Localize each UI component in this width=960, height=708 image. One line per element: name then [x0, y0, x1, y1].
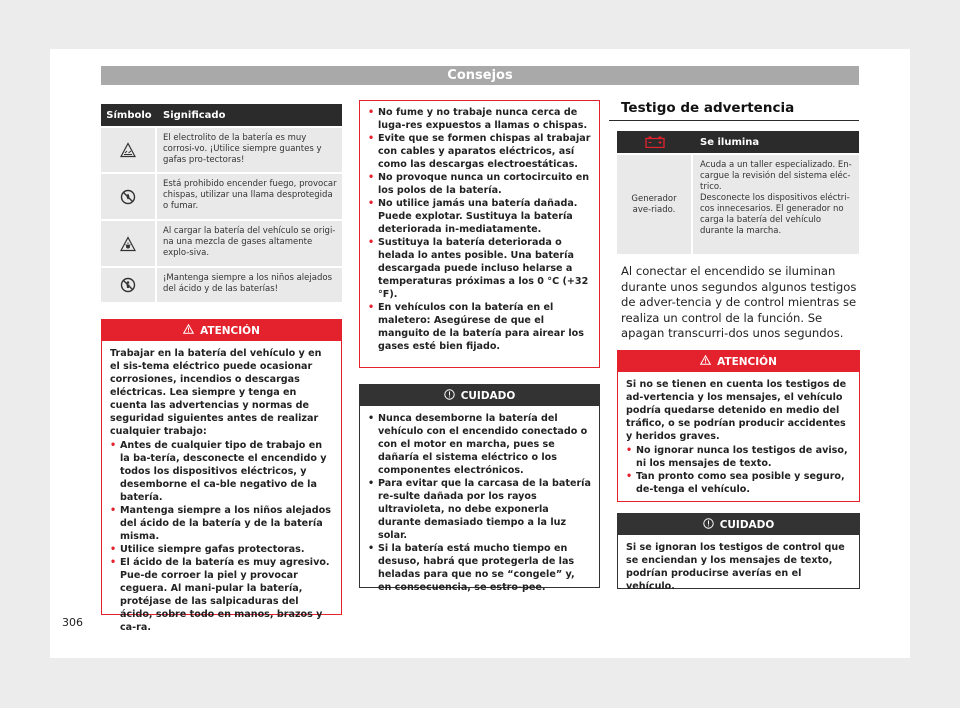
- list-item: • Sustituya la batería deteriorada o helada lo antes posible. Una batería descargada puede incluso helarse a temperaturas próximas a los 0 °C (+32 °F).: [368, 236, 591, 301]
- battery-icon: [617, 136, 693, 148]
- caution-box: [617, 513, 860, 592]
- warning-body: [618, 372, 859, 503]
- symbol-meaning: El electrolito de la batería es muy corrosi-vo. ¡Utilice siempre guantes y gafas pro-tectoras!: [163, 133, 322, 165]
- row-text-1: Acuda a un taller especializado. En-cargue la revisión del sistema eléc-trico.: [700, 160, 852, 192]
- caution-text: Si se ignoran los testigos de control que se enciendan y los mensajes de texto, podrían producirse averías en el vehículo.: [626, 542, 845, 592]
- list-item: • No provoque nunca un cortocircuito en los polos de la batería.: [368, 172, 590, 196]
- caution-body: [360, 406, 599, 601]
- symbol-table-header: [101, 104, 342, 126]
- list-item: • No fume y no trabaje nunca cerca de luga-res expuestos a llamas o chispas.: [368, 106, 591, 132]
- list-item-text: Antes de cualquier tipo de trabajo en la ba-tería, desconecte el encendido y todos los dispositivos eléctricos, y desemborne el ca-ble negativo de la batería.: [120, 440, 327, 503]
- symbol-meaning: Está prohibido encender fuego, provocar chispas, utilizar una llama desprotegida o fumar.: [163, 179, 337, 211]
- info-circle-icon: [703, 518, 714, 532]
- list-item: • Si la batería está mucho tiempo en desuso, habrá que protegerla de las heladas para que no se “congele” y, en consecuencia, se estro-pee.: [368, 542, 591, 594]
- caution-title: CUIDADO: [719, 518, 775, 531]
- list-item-text: Sustituya la batería deteriorada o helada lo antes posible. Una batería descargada puede incluso helarse a temperaturas próximas a los 0 °C (+32 °F).: [378, 237, 589, 300]
- keep-children-away-icon: [101, 268, 157, 302]
- warning-body: [102, 341, 341, 641]
- warning-header: [102, 320, 341, 341]
- body-paragraph: Al conectar el encendido se iluminan durante unos segundos algunos testigos de adver-tencia y de control mientras se realiza un control de la función. Se apagan transcurri-dos unos segundos.: [621, 264, 857, 341]
- page-header: Consejos: [101, 66, 859, 85]
- list-item-text: Mantenga siempre a los niños alejados del ácido de la batería y de la batería misma.: [120, 505, 331, 542]
- list-item: • Para evitar que la carcasa de la batería re-sulte dañada por los rayos ultravioleta, no debe exponerla durante demasiado tiempo a la luz solar.: [368, 478, 591, 541]
- warning-intro: Si no se tienen en cuenta los testigos de ad-vertencia y los mensajes, el vehículo podría quedarse detenido en medio del tráfico, o se podrían producir accidentes y heridos graves.: [626, 379, 847, 442]
- warning-title: ATENCIÓN: [200, 324, 260, 337]
- list-item: • No ignorar nunca los testigos de aviso, ni los mensajes de texto.: [626, 444, 851, 470]
- list-item-text: Para evitar que la carcasa de la batería re-sulte dañada por los rayos ultravioleta, no debe exponerla durante demasiado tiempo a la luz solar.: [378, 478, 591, 541]
- warning-title: ATENCIÓN: [717, 355, 777, 368]
- warning-body: [360, 101, 599, 360]
- caution-body: [618, 535, 859, 601]
- col-symbol: Símbolo: [106, 109, 152, 121]
- row-text-2: Desconecte los dispositivos eléctri-cos innecesarios. El generador no carga la batería del vehículo durante la marcha.: [700, 193, 850, 236]
- list-item-text: No fume y no trabaje nunca cerca de luga-res expuestos a llamas o chispas.: [378, 107, 588, 131]
- list-item-text: Tan pronto como sea posible y seguro, de-tenga el vehículo.: [636, 471, 845, 495]
- list-item-text: No provoque nunca un cortocircuito en los polos de la batería.: [378, 172, 590, 196]
- list-item: • Antes de cualquier tipo de trabajo en la ba-tería, desconecte el encendido y todos los dispositivos eléctricos, y desemborne el ca-ble negativo de la batería.: [110, 439, 333, 504]
- list-item-text: No ignorar nunca los testigos de aviso, ni los mensajes de texto.: [636, 445, 848, 469]
- table-row: [101, 219, 342, 266]
- list-item-text: Si la batería está mucho tiempo en desuso, habrá que protegerla de las heladas para que no se “congele” y, en consecuencia, se estro-pee.: [378, 543, 575, 593]
- info-circle-icon: [444, 389, 455, 403]
- list-item-text: Nunca desemborne la batería del vehículo con el encendido conectado o con el motor en marcha, pues se dañaría el sistema eléctrico o los componentes electrónicos.: [378, 413, 588, 476]
- col-meaning: Significado: [163, 109, 226, 121]
- list-item: • Evite que se formen chispas al trabajar con cables y aparatos eléctricos, así como las descargas electroestáticas.: [368, 133, 591, 170]
- warning-light-table-header: [617, 131, 859, 153]
- table-row: [101, 126, 342, 172]
- caution-header: [360, 385, 599, 406]
- explosive-icon: [101, 221, 157, 266]
- table-row: [617, 153, 859, 254]
- row-label: Generador ave-riado.: [617, 155, 693, 254]
- table-row: [101, 172, 342, 219]
- corrosive-icon: [101, 128, 157, 172]
- list-item-text: Evite que se formen chispas al trabajar con cables y aparatos eléctricos, así como las descargas electroestáticas.: [378, 133, 591, 170]
- warning-box-continued: [359, 100, 600, 368]
- caution-title: CUIDADO: [460, 389, 516, 402]
- page-number: 306: [62, 616, 83, 629]
- warning-box: [101, 319, 342, 633]
- list-item: • El ácido de la batería es muy agresivo. Pue-de corroer la piel y provocar ceguera. Al mani-pular la batería, protéjase de las salpicaduras del ácido, sobre todo en manos, brazos y ca-ra.: [110, 556, 333, 634]
- warning-box: [617, 350, 860, 502]
- list-item-text: El ácido de la batería es muy agresivo. Pue-de corroer la piel y provocar ceguera. Al mani-pular la batería, protéjase de las salpicaduras del ácido, sobre todo en manos, brazos y ca-ra.: [120, 557, 330, 633]
- section-title: Testigo de advertencia: [621, 100, 795, 116]
- list-item: • Nunca desemborne la batería del vehículo con el encendido conectado o con el motor en marcha, pues se dañaría el sistema eléctrico o los componentes electrónicos.: [368, 412, 591, 477]
- table-row: [101, 266, 342, 302]
- list-item: • Utilice siempre gafas protectoras.: [110, 544, 305, 555]
- list-item-text: En vehículos con la batería en el maletero: Asegúrese de que el manguito de la batería para airear los gases esté bien fijado.: [378, 302, 584, 352]
- warning-triangle-icon: [183, 324, 194, 337]
- warning-header: [618, 351, 859, 372]
- caution-box: [359, 384, 600, 593]
- list-item-text: No utilice jamás una batería dañada. Puede explotar. Sustituya la batería deteriorada in-mediatamente.: [378, 198, 578, 235]
- symbol-meaning: Al cargar la batería del vehículo se origi-na una mezcla de gases altamente explo-siva.: [163, 226, 336, 258]
- list-item: • Mantenga siempre a los niños alejados del ácido de la batería y de la batería misma.: [110, 504, 333, 543]
- row-description: [693, 155, 859, 254]
- col-lights: Se ilumina: [700, 136, 760, 148]
- symbol-table: [101, 104, 342, 302]
- no-fire-icon: [101, 174, 157, 219]
- list-item: • No utilice jamás una batería dañada. Puede explotar. Sustituya la batería deteriorada in-mediatamente.: [368, 197, 591, 236]
- warning-intro: Trabajar en la batería del vehículo y en el sis-tema eléctrico puede ocasionar corrosiones, incendios o descargas eléctricas. Lea siempre y tenga en cuenta las advertencias y normas de seguridad siguientes antes de realizar cualquier trabajo:: [110, 348, 322, 437]
- warning-triangle-icon: [700, 355, 711, 368]
- list-item: • En vehículos con la batería en el maletero: Asegúrese de que el manguito de la batería para airear los gases esté bien fijado.: [368, 301, 591, 353]
- list-item: • Tan pronto como sea posible y seguro, de-tenga el vehículo.: [626, 470, 851, 496]
- divider: [609, 120, 859, 121]
- warning-light-table: [617, 131, 859, 254]
- list-item-text: Utilice siempre gafas protectoras.: [120, 544, 305, 555]
- symbol-meaning: ¡Mantenga siempre a los niños alejados del ácido y de las baterías!: [163, 273, 332, 294]
- caution-header: [618, 514, 859, 535]
